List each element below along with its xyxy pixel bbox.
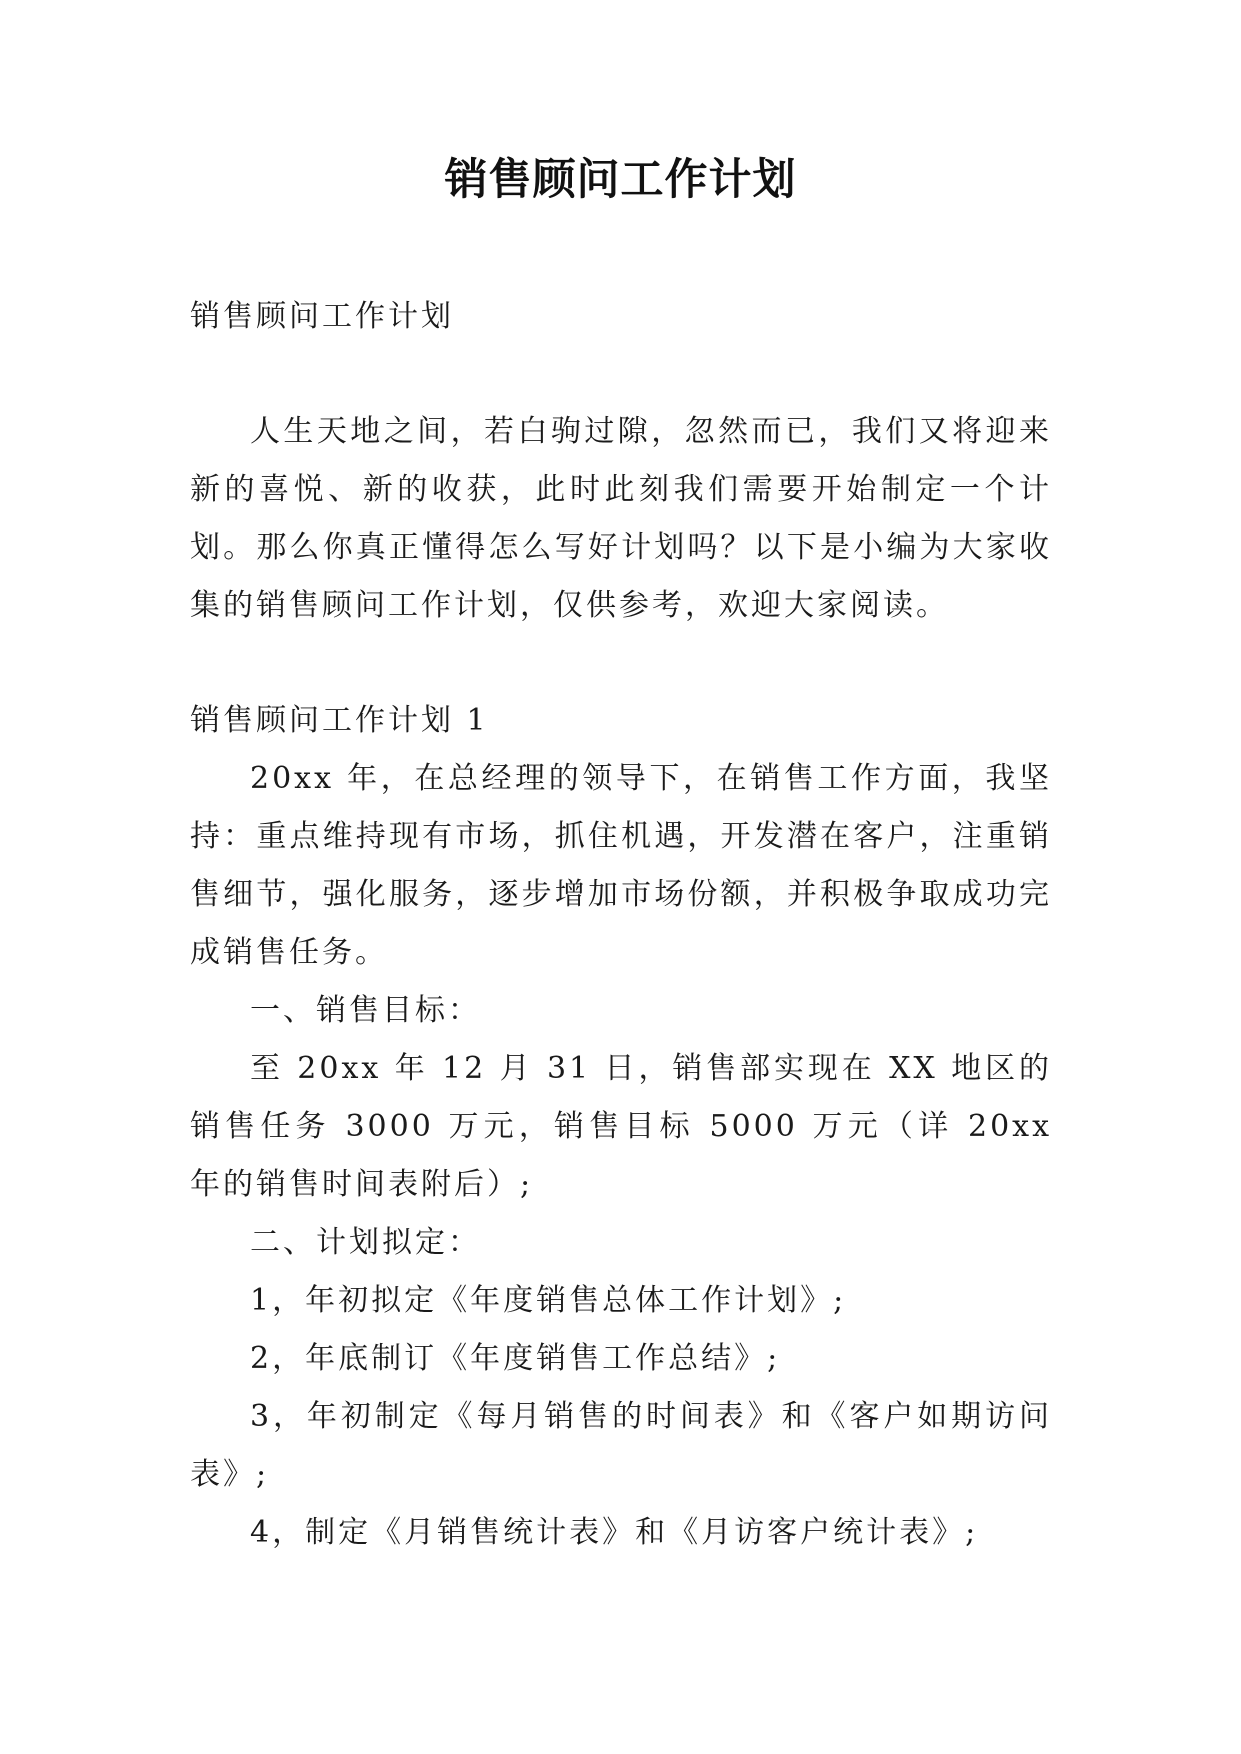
- list-item-1: 1，年初拟定《年度销售总体工作计划》;: [250, 1283, 847, 1318]
- subtitle-text: 销售顾问工作计划: [190, 299, 454, 334]
- section-heading: 销售顾问工作计划 1: [190, 703, 489, 738]
- intro-block: [190, 403, 1052, 635]
- document-subtitle: [190, 288, 1052, 346]
- list-item-4: 4，制定《月销售统计表》和《月访客户统计表》;: [250, 1515, 979, 1550]
- list-item-2: 2，年底制订《年度销售工作总结》;: [250, 1341, 781, 1376]
- list-item-3: 3，年初制定《每月销售的时间表》和《客户如期访问表》;: [190, 1399, 1052, 1492]
- intro-paragraph: 人生天地之间，若白驹过隙，忽然而已，我们又将迎来新的喜悦、新的收获，此时此刻我们需要开始制定一个计划。那么你真正懂得怎么写好计划吗？以下是小编为大家收集的销售顾问工作计划，仅供参考，欢迎大家阅读。: [190, 414, 1052, 623]
- heading-sales-target: 一、销售目标：: [250, 993, 481, 1028]
- section-1: [190, 692, 1052, 1562]
- paragraph-overview: 20xx 年，在总经理的领导下，在销售工作方面，我坚持：重点维持现有市场，抓住机遇，开发潜在客户，注重销售细节，强化服务，逐步增加市场份额，并积极争取成功完成销售任务。: [190, 761, 1052, 970]
- paragraph-sales-target: 至 20xx 年 12 月 31 日，销售部实现在 XX 地区的销售任务 3000 万元，销售目标 5000 万元（详 20xx 年的销售时间表附后）;: [190, 1051, 1052, 1202]
- heading-plan-drafting: 二、计划拟定：: [250, 1225, 481, 1260]
- document-title: 销售顾问工作计划: [444, 155, 797, 205]
